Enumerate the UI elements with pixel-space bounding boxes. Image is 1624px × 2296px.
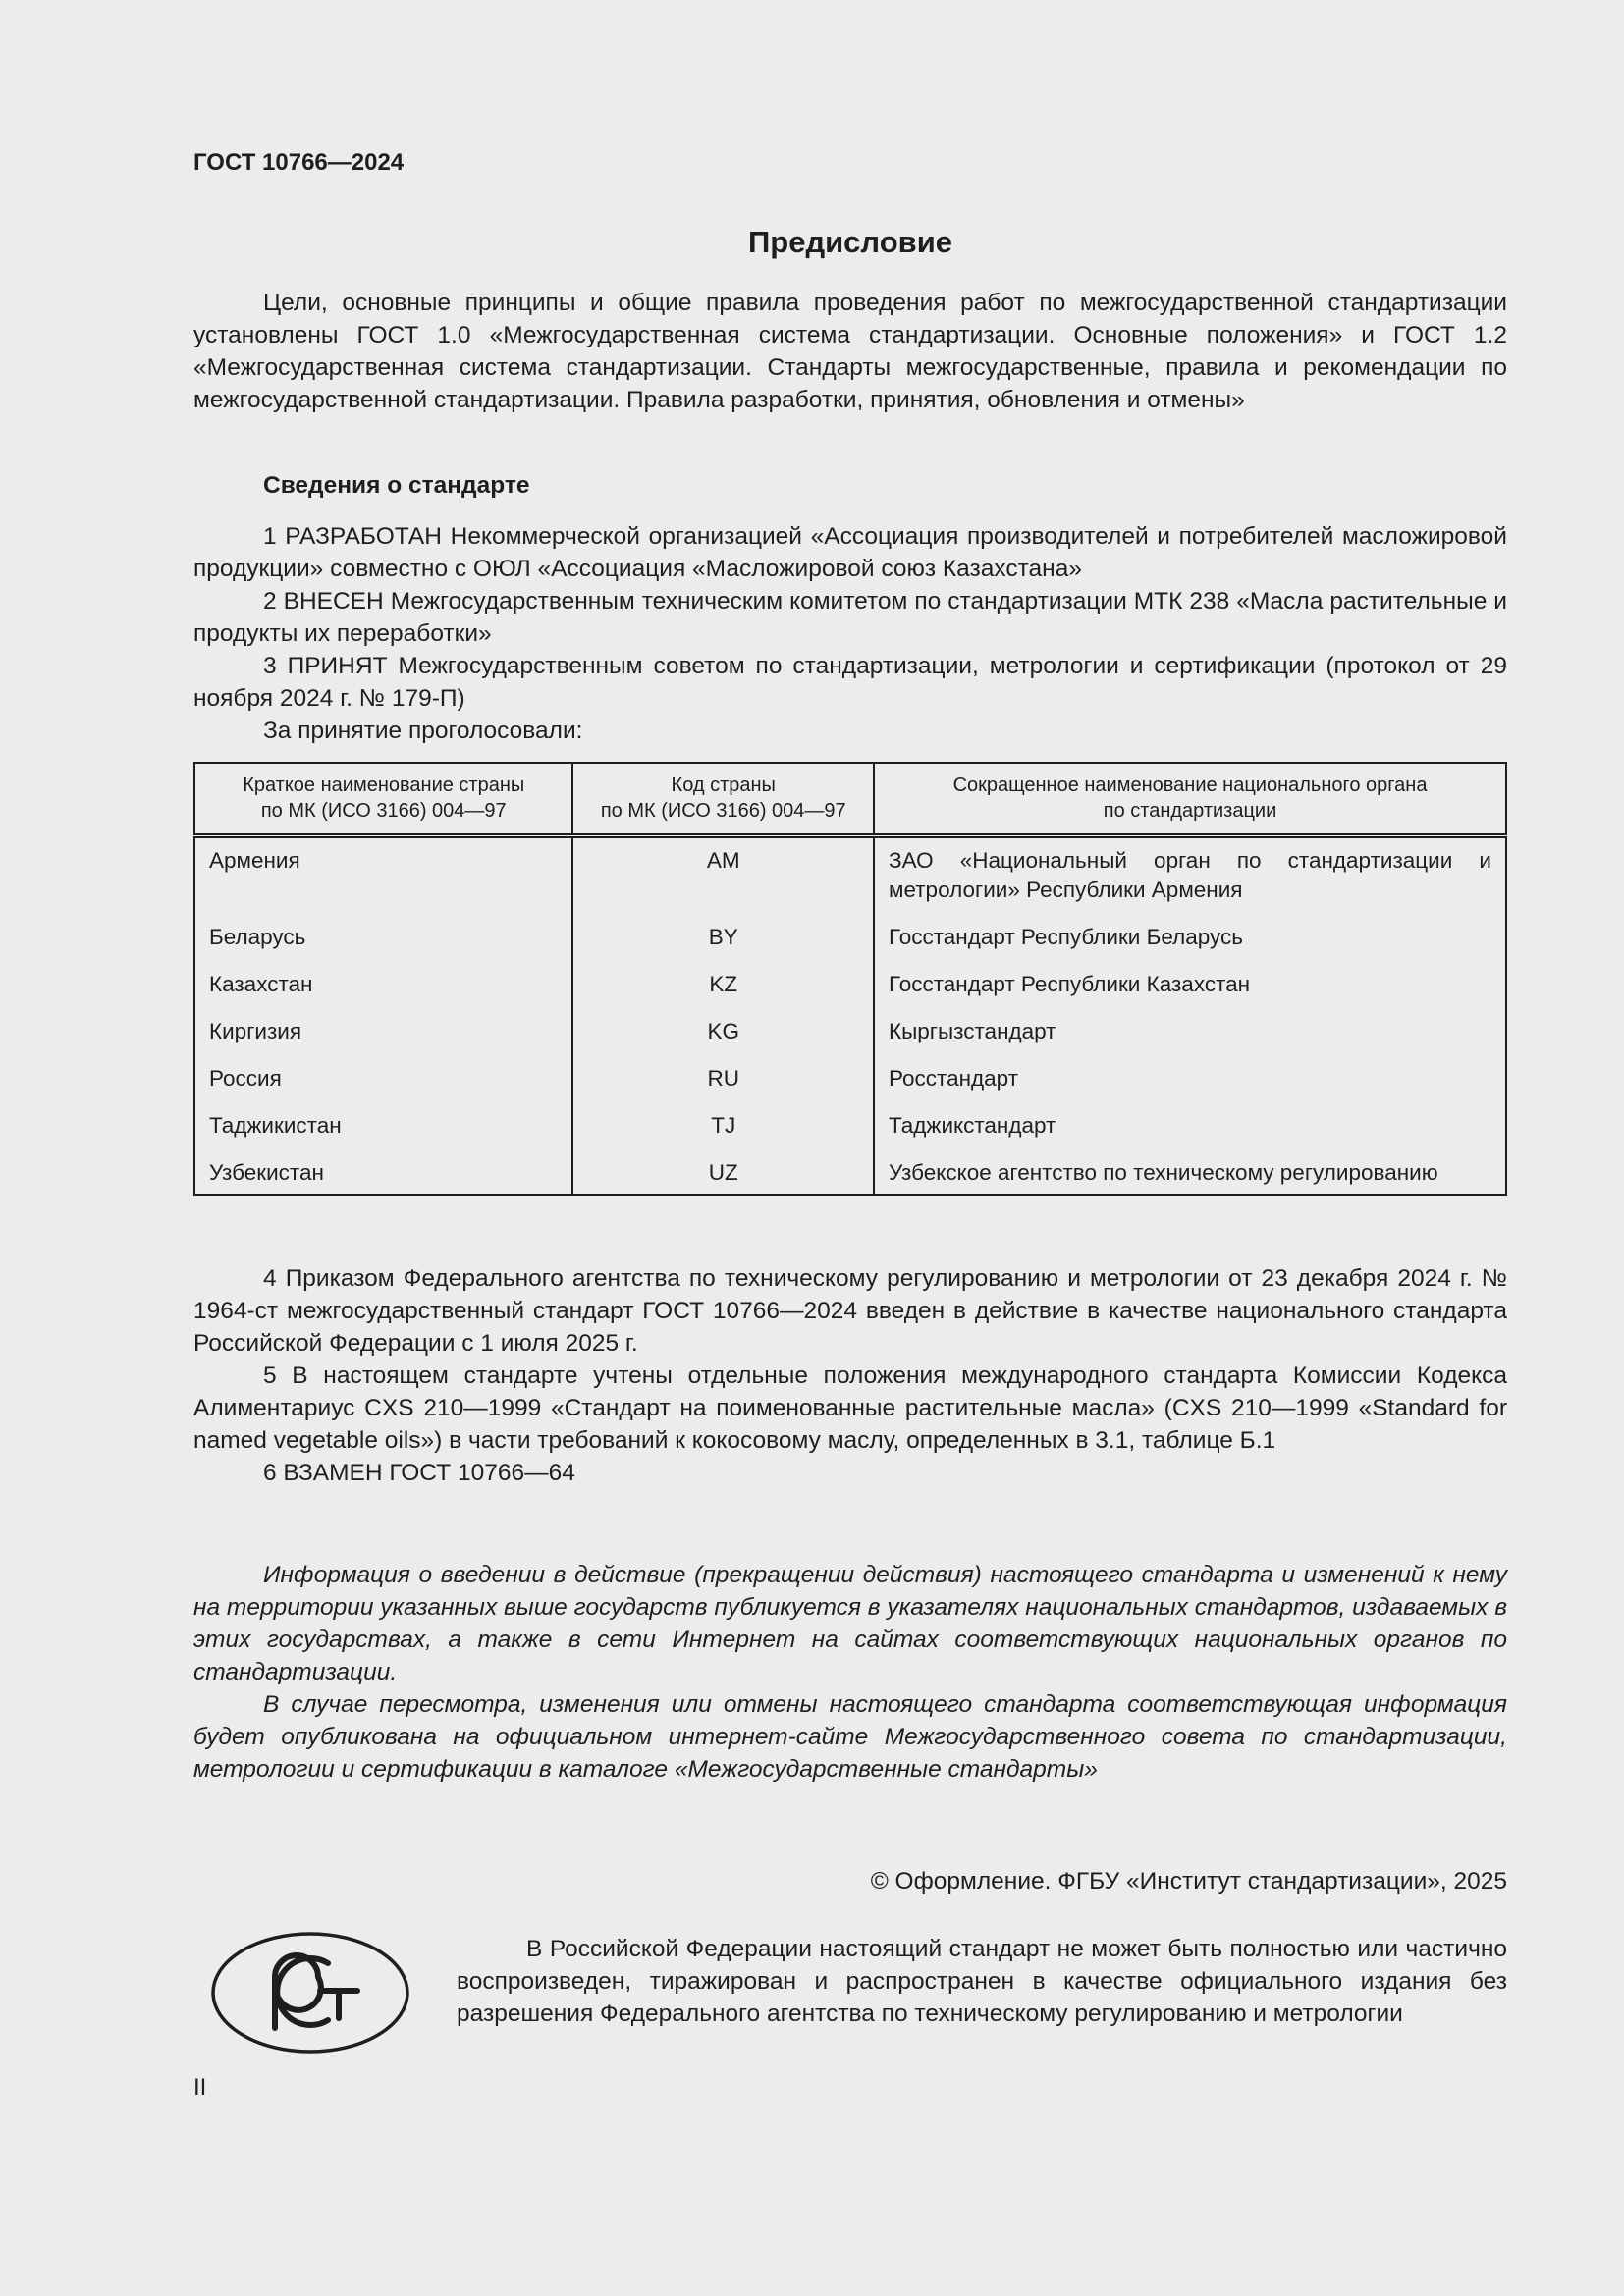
org-cell: ЗАО «Национальный орган по стандартизации и метрологии» Республики Армения [874, 836, 1506, 906]
notice-text: В Российской Федерации настоящий стандарт не может быть полностью или частично воспроизведен, тиражирован и распространен в качестве официального издания без разрешения Федерального агентства по техническому регулированию и метрологии [457, 1936, 1507, 2027]
copyright-notice [457, 1933, 1507, 2030]
code-cell: TJ [572, 1094, 874, 1141]
code-cell: KZ [572, 952, 874, 999]
info-heading: Сведения о стандарте [263, 472, 530, 499]
item-adopted: 3 ПРИНЯТ Межгосударственным советом по стандартизации, метрологии и сертификации (протокол от 29 ноября 2024 г. № 179-П) [193, 653, 1507, 712]
item-submitted: 2 ВНЕСЕН Межгосударственным техническим комитетом по стандартизации МТК 238 «Масла растительные и продукты их переработки» [193, 588, 1507, 647]
country-cell: Беларусь [194, 905, 572, 952]
rst-certification-mark-icon [210, 1930, 411, 2056]
code-cell: RU [572, 1046, 874, 1094]
item-developed: 1 РАЗРАБОТАН Некоммерческой организацией «Ассоциация производителей и потребителей масложировой продукции» совместно с ОЮЛ «Ассоциация «Масложировой союз Казахстана» [193, 523, 1507, 582]
table-row [194, 1141, 1506, 1195]
copyright-line: © Оформление. ФГБУ «Институт стандартизации», 2025 [870, 1868, 1507, 1895]
intro-paragraph: Цели, основные принципы и общие правила проведения работ по межгосударственной стандартизации установлены ГОСТ 1.0 «Межгосударственная система стандартизации. Основные положения» и ГОСТ 1.2 «Межгосударственная система стандартизации. Стандарты межгосударственные, правила и рекомендации по межгосударственной стандартизации. Правила разработки, принятия, обновления и отмены» [193, 290, 1507, 413]
member-states-table [193, 762, 1507, 1196]
header-org: Сокращенное наименование национального органа по стандартизации [874, 763, 1506, 836]
item-enacted: 4 Приказом Федерального агентства по техническому регулированию и метрологии от 23 декабря 2024 г. № 1964-ст межгосударственный стандарт ГОСТ 10766—2024 введен в действие в качестве национального стандарта Российской Федерации с 1 июля 2025 г. [193, 1265, 1507, 1357]
item-replaces: 6 ВЗАМЕН ГОСТ 10766—64 [263, 1460, 575, 1486]
country-cell: Таджикистан [194, 1094, 572, 1141]
header-code: Код страны по МК (ИСО 3166) 004—97 [572, 763, 874, 836]
org-cell: Росстандарт [874, 1046, 1506, 1094]
country-cell: Россия [194, 1046, 572, 1094]
table-row [194, 1046, 1506, 1094]
item-international: 5 В настоящем стандарте учтены отдельные положения международного стандарта Комиссии Кодекса Алиментариус CXS 210—1999 «Стандарт на поименованные растительные масла» (CXS 210—1999 «Standard for named vegetable oils») в части требований к кокосовому маслу, определенных в 3.1, таблице Б.1 [193, 1362, 1507, 1454]
italic-notes [193, 1559, 1507, 1786]
table-row [194, 952, 1506, 999]
org-cell: Таджикстандарт [874, 1094, 1506, 1141]
table-header-row [194, 763, 1506, 836]
table-row [194, 999, 1506, 1046]
table-row [194, 836, 1506, 906]
table-row [194, 1094, 1506, 1141]
publication-note: Информация о введении в действие (прекращении действия) настоящего стандарта и изменений к нему на территории указанных выше государств публикуется в указателях национальных стандартов, издаваемых в этих государствах, а также в сети Интернет на сайтах соответствующих национальных органов по стандартизации. [193, 1562, 1507, 1685]
enactment-info [193, 1262, 1507, 1489]
org-cell: Госстандарт Республики Беларусь [874, 905, 1506, 952]
page-number: II [193, 2074, 207, 2101]
org-cell: Госстандарт Республики Казахстан [874, 952, 1506, 999]
standard-info [193, 520, 1507, 747]
header-country: Краткое наименование страны по МК (ИСО 3166) 004—97 [194, 763, 572, 836]
intro-section [193, 287, 1507, 416]
voted-label: За принятие проголосовали: [263, 718, 583, 744]
code-cell: KG [572, 999, 874, 1046]
country-cell: Киргизия [194, 999, 572, 1046]
org-cell: Узбекское агентство по техническому регулированию [874, 1141, 1506, 1195]
code-cell: BY [572, 905, 874, 952]
page-title: Предисловие [747, 225, 952, 259]
country-cell: Казахстан [194, 952, 572, 999]
table-row [194, 905, 1506, 952]
country-cell: Армения [194, 836, 572, 906]
document-code: ГОСТ 10766—2024 [193, 149, 405, 176]
code-cell: UZ [572, 1141, 874, 1195]
revision-note: В случае пересмотра, изменения или отмены настоящего стандарта соответствующая информация будет опубликована на официальном интернет-сайте Межгосударственного совета по стандартизации, метрологии и сертификации в каталоге «Межгосударственные стандарты» [193, 1691, 1507, 1783]
country-cell: Узбекистан [194, 1141, 572, 1195]
code-cell: AM [572, 836, 874, 906]
org-cell: Кыргызстандарт [874, 999, 1506, 1046]
